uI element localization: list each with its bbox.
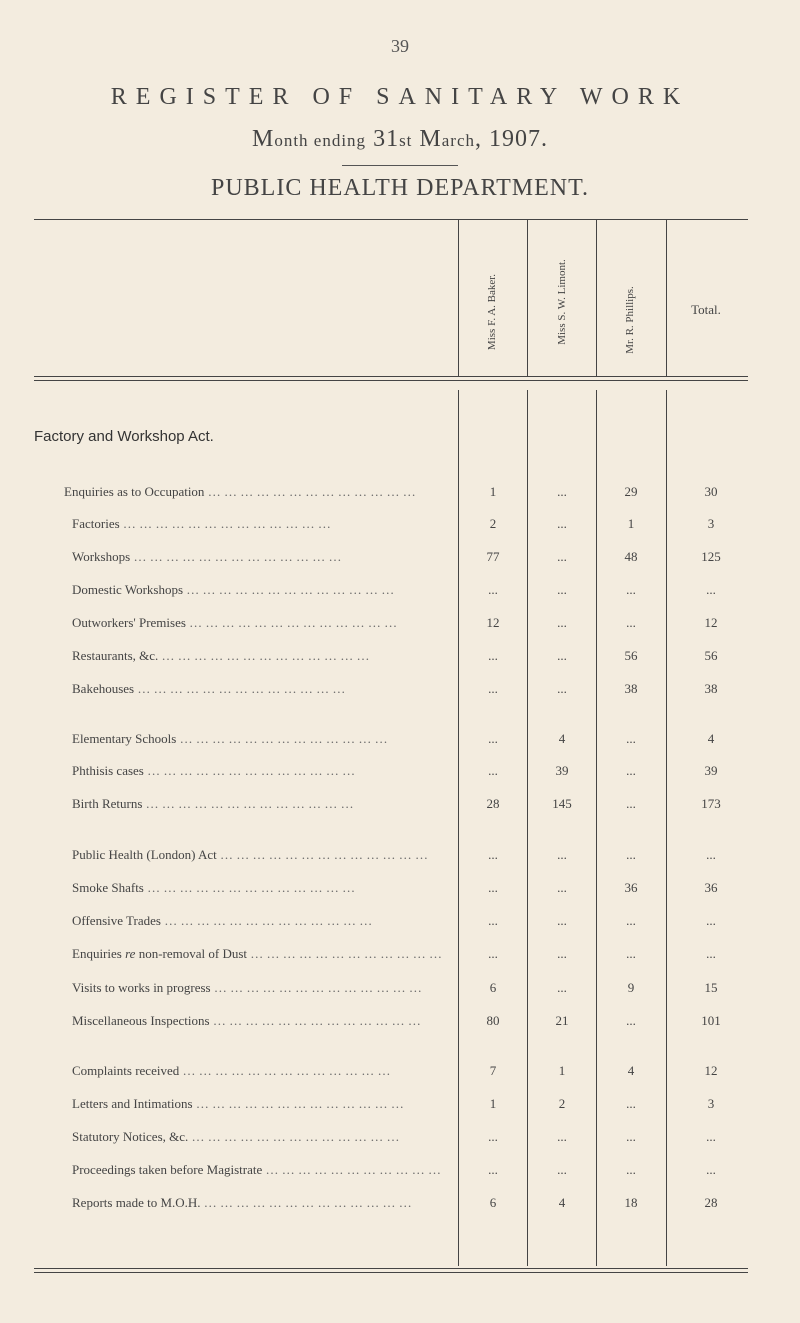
cell-limont: 2: [558, 1096, 566, 1111]
table-row: [0, 763, 800, 785]
cell-baker: ...: [488, 763, 498, 778]
row-label-post: non-removal of Dust: [135, 946, 247, 961]
table-bottom-rule-lower: [34, 1272, 748, 1273]
row-label: Domestic Workshops … … … … … … … … … … … … …: [72, 582, 442, 598]
cell-limont: 39: [555, 763, 569, 778]
table-top-rule: [34, 219, 748, 220]
cell-total: 3: [707, 516, 715, 531]
cell-limont: ...: [557, 946, 567, 961]
cell-phillips: 56: [624, 648, 638, 663]
cell-baker: ...: [488, 847, 498, 862]
cell-phillips: ...: [626, 582, 636, 597]
row-label: Factories … … … … … … … … … … … … …: [72, 516, 442, 532]
cell-total: 56: [704, 648, 718, 663]
subtitle-month-cap: M: [419, 126, 442, 152]
column-divider: [666, 219, 667, 376]
cell-phillips: ...: [626, 847, 636, 862]
cell-limont: ...: [557, 549, 567, 564]
cell-phillips: ...: [626, 1129, 636, 1144]
cell-limont: ...: [557, 913, 567, 928]
table-row: [0, 1129, 800, 1151]
cell-total: 125: [701, 549, 721, 564]
table-row: [0, 1063, 800, 1085]
row-label-pre: Enquiries: [72, 946, 126, 961]
cell-total: ...: [706, 913, 716, 928]
cell-baker: 6: [489, 980, 497, 995]
cell-total: 38: [704, 681, 718, 696]
table-row: [0, 1162, 800, 1184]
row-label: Bakehouses … … … … … … … … … … … … …: [72, 681, 442, 697]
cell-phillips: ...: [626, 763, 636, 778]
cell-total: 3: [707, 1096, 715, 1111]
cell-baker: ...: [488, 913, 498, 928]
table-row: [0, 681, 800, 703]
cell-baker: 80: [486, 1013, 500, 1028]
cell-phillips: ...: [626, 946, 636, 961]
subtitle-year: , 1907.: [475, 126, 549, 152]
cell-limont: ...: [557, 516, 567, 531]
row-label: Restaurants, &c. … … … … … … … … … … … … …: [72, 648, 442, 664]
header-rule-upper: [34, 376, 748, 377]
page-title: REGISTER OF SANITARY WORK: [110, 84, 690, 110]
row-label: Elementary Schools … … … … … … … … … … … … …: [72, 731, 442, 747]
table-bottom-rule-upper: [34, 1268, 748, 1269]
cell-total: 39: [704, 763, 718, 778]
page-number: 39: [391, 36, 409, 56]
subtitle-lead-rest: onth ending: [274, 131, 367, 150]
row-label: Enquiries as to Occupation … … … … … … … … … … … … …: [64, 484, 434, 500]
cell-total: ...: [706, 946, 716, 961]
column-header-limont: Miss S. W. Limont.: [556, 259, 568, 345]
cell-total: 12: [704, 1063, 718, 1078]
cell-total: 28: [704, 1195, 718, 1210]
cell-phillips: ...: [626, 731, 636, 746]
cell-phillips: ...: [626, 1096, 636, 1111]
cell-total: 36: [704, 880, 718, 895]
table-row: [0, 648, 800, 670]
cell-limont: 1: [558, 1063, 566, 1078]
cell-phillips: ...: [626, 796, 636, 811]
cell-limont: 145: [552, 796, 572, 811]
cell-total: 173: [701, 796, 721, 811]
cell-limont: 4: [558, 1195, 566, 1210]
column-header-baker: Miss F. A. Baker.: [486, 273, 498, 351]
table-row: [0, 1013, 800, 1035]
row-label: Smoke Shafts … … … … … … … … … … … … …: [72, 880, 442, 896]
cell-baker: 77: [486, 549, 500, 564]
title-divider: [342, 165, 458, 166]
cell-total: 101: [701, 1013, 721, 1028]
header-rule-lower: [34, 380, 748, 381]
cell-total: ...: [706, 1129, 716, 1144]
cell-baker: ...: [488, 648, 498, 663]
row-label-italic: re: [125, 946, 136, 961]
cell-baker: ...: [488, 946, 498, 961]
table-row: [0, 980, 800, 1002]
cell-phillips: 1: [627, 516, 635, 531]
row-label: Statutory Notices, &c. … … … … … … … … … … … … …: [72, 1129, 442, 1145]
cell-baker: ...: [488, 880, 498, 895]
cell-phillips: 36: [624, 880, 638, 895]
row-label: [72, 946, 442, 962]
cell-limont: 21: [555, 1013, 569, 1028]
cell-phillips: ...: [626, 1162, 636, 1177]
cell-phillips: ...: [626, 615, 636, 630]
table-row: [0, 913, 800, 935]
cell-limont: ...: [557, 1162, 567, 1177]
table-row: [0, 731, 800, 753]
cell-baker: ...: [488, 582, 498, 597]
row-label: Visits to works in progress … … … … … … … … … … … … …: [72, 980, 442, 996]
table-row: [0, 880, 800, 902]
cell-baker: 1: [489, 1096, 497, 1111]
cell-total: ...: [706, 847, 716, 862]
cell-limont: ...: [557, 615, 567, 630]
subtitle-month-rest: arch: [441, 131, 476, 150]
cell-phillips: 38: [624, 681, 638, 696]
cell-total: 15: [704, 980, 718, 995]
column-divider: [596, 219, 597, 376]
row-label: Miscellaneous Inspections … … … … … … … … … … … … …: [72, 1013, 442, 1029]
cell-limont: ...: [557, 847, 567, 862]
cell-baker: 7: [489, 1063, 497, 1078]
cell-baker: ...: [488, 1129, 498, 1144]
row-label: Proceedings taken before Magistrate … … … … … … … … … … … … …: [72, 1162, 442, 1178]
cell-limont: ...: [557, 980, 567, 995]
section-title: Factory and Workshop Act.: [34, 428, 214, 445]
subtitle-date-suffix: st: [399, 131, 413, 150]
cell-limont: 4: [558, 731, 566, 746]
row-label: Reports made to M.O.H. … … … … … … … … … … … … …: [72, 1195, 442, 1211]
cell-phillips: 18: [624, 1195, 638, 1210]
row-label: Birth Returns … … … … … … … … … … … … …: [72, 796, 442, 812]
cell-total: ...: [706, 1162, 716, 1177]
row-label: Public Health (London) Act … … … … … … … … … … … … …: [72, 847, 442, 863]
column-header-total: Total.: [691, 302, 721, 317]
column-divider: [458, 219, 459, 376]
department-heading: PUBLIC HEALTH DEPARTMENT.: [210, 175, 590, 201]
cell-total: 12: [704, 615, 718, 630]
table-row: [0, 1096, 800, 1118]
cell-baker: ...: [488, 1162, 498, 1177]
cell-limont: ...: [557, 648, 567, 663]
cell-limont: ...: [557, 880, 567, 895]
cell-total: 4: [707, 731, 715, 746]
subtitle-date-num: 31: [373, 126, 400, 152]
cell-total: 30: [704, 484, 718, 499]
table-row: [0, 484, 800, 506]
cell-baker: 6: [489, 1195, 497, 1210]
row-label: Offensive Trades … … … … … … … … … … … … …: [72, 913, 442, 929]
cell-total: ...: [706, 582, 716, 597]
row-label: Outworkers' Premises … … … … … … … … … … … … …: [72, 615, 442, 631]
cell-limont: ...: [557, 1129, 567, 1144]
table-row: [0, 1195, 800, 1217]
cell-phillips: 9: [627, 980, 635, 995]
table-row: [0, 847, 800, 869]
column-header-phillips: Mr. R. Phillips.: [624, 286, 636, 354]
table-row: [0, 796, 800, 818]
cell-phillips: 48: [624, 549, 638, 564]
table-row: [0, 516, 800, 538]
page-subtitle: [0, 126, 800, 153]
cell-limont: ...: [557, 484, 567, 499]
row-label: Complaints received … … … … … … … … … … … … …: [72, 1063, 442, 1079]
subtitle-lead-cap: M: [251, 126, 275, 152]
row-label: Letters and Intimations … … … … … … … … … … … … …: [72, 1096, 442, 1112]
cell-phillips: 29: [624, 484, 638, 499]
cell-phillips: ...: [626, 1013, 636, 1028]
cell-baker: ...: [488, 681, 498, 696]
cell-baker: ...: [488, 731, 498, 746]
cell-baker: 12: [486, 615, 500, 630]
cell-limont: ...: [557, 582, 567, 597]
column-divider: [527, 219, 528, 376]
table-row: [0, 946, 800, 968]
cell-phillips: 4: [627, 1063, 635, 1078]
cell-limont: ...: [557, 681, 567, 696]
table-row: [0, 582, 800, 604]
table-row: [0, 615, 800, 637]
cell-phillips: ...: [626, 913, 636, 928]
cell-baker: 2: [489, 516, 497, 531]
cell-baker: 1: [489, 484, 497, 499]
table-row: [0, 549, 800, 571]
row-label: Phthisis cases … … … … … … … … … … … … …: [72, 763, 442, 779]
row-label: Workshops … … … … … … … … … … … … …: [72, 549, 442, 565]
cell-baker: 28: [486, 796, 500, 811]
